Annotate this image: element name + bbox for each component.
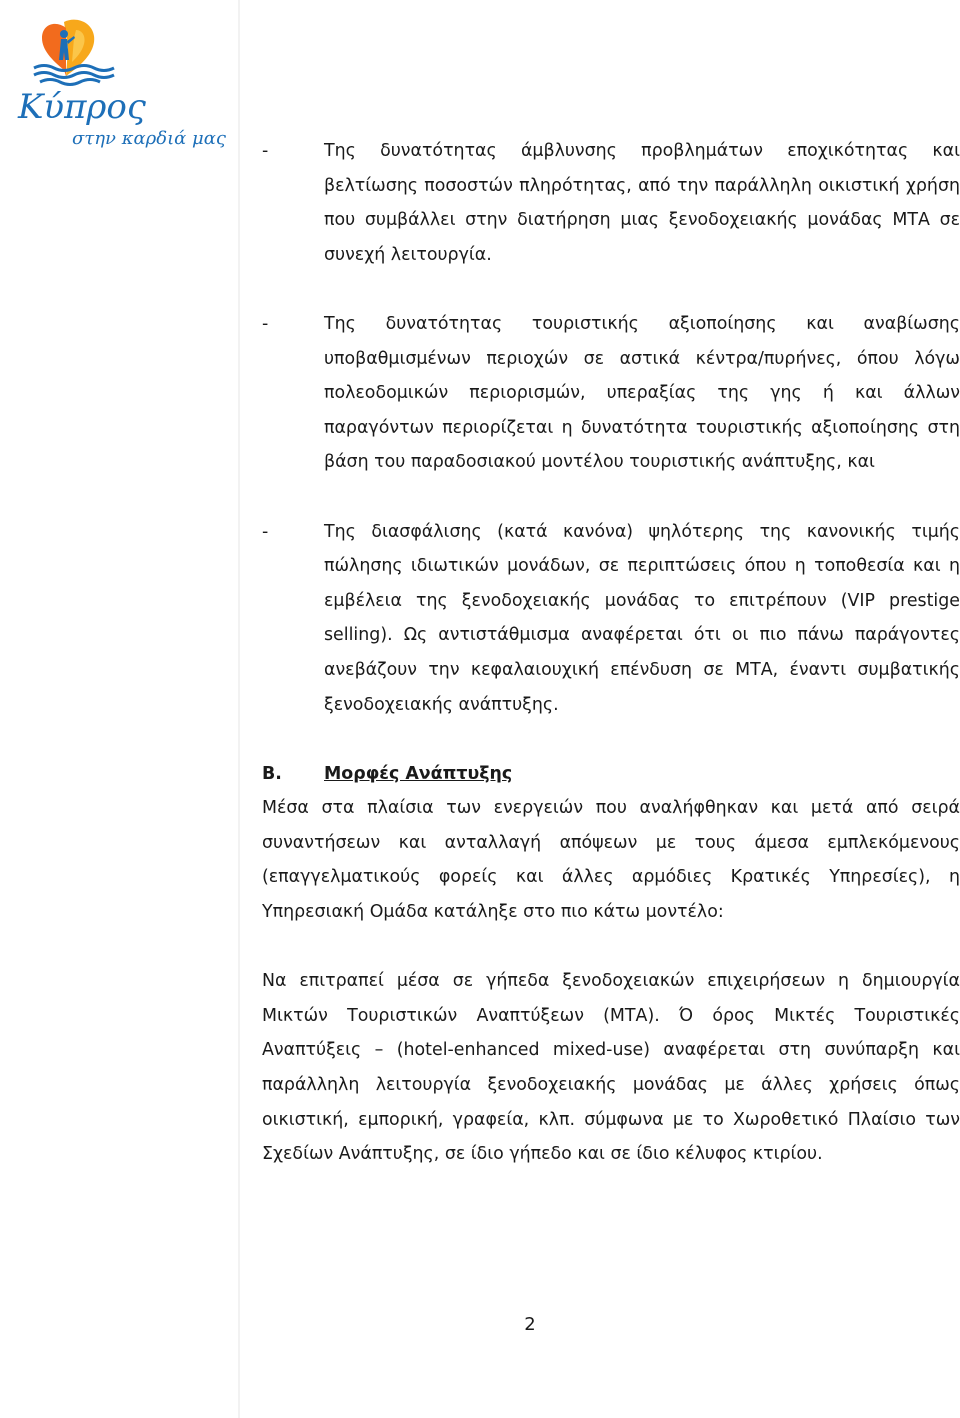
bullet-marker: - [262,141,269,161]
section-title: Μορφές Ανάπτυξης [324,763,513,784]
section-letter: Β. [262,763,282,784]
bullet-item [262,134,960,272]
paragraph: Μέσα στα πλαίσια των ενεργειών που αναλήφθηκαν και μετά από σειρά συναντήσεων και ανταλλαγή απόψεων με τους άμεσα εμπλεκόμενους (επαγγελματικούς φορείς και άλλες αρμόδιες Κρατικές Υπηρεσίες), η Υπηρεσιακή Ομάδα κατάληξε στο πιο κάτω μοντέλο: [262,798,960,923]
section-heading [262,757,960,792]
paragraph: Να επιτραπεί μέσα σε γήπεδα ξενοδοχειακών επιχειρήσεων η δημιουργία Μικτών Τουριστικών Αναπτύξεων (ΜΤΑ). Ό όρος Μικτές Τουριστικές Αναπτύξεις – (hotel-enhanced mixed-use) αναφέρεται στη συνύπαρξη και παράλληλη λειτουργία ξενοδοχειακής μονάδας με άλλες χρήσεις όπως οικιστική, εμπορική, γραφεία, κλπ. σύμφωνα με το Χωροθετικό Πλαίσιο των Σχεδίων Ανάπτυξης, σε ίδιο γήπεδο και σε ίδιο κέλυφος κτιρίου. [262,971,960,1165]
bullet-marker: - [262,521,269,542]
bullet-marker: - [262,313,269,334]
cyprus-logo-graphic [14,18,242,158]
bullet-item [262,515,960,723]
bullet-text: Της διασφάλισης (κατά κανόνα) ψηλότερης της κανονικής τιμής πώλησης ιδιωτικών μονάδων, σε περιπτώσεις όπου η τοποθεσία και η εμβέλεια της ξενοδοχειακής μονάδας το επιτρέπουν (VIP prestige selling). Ως αντιστάθμισμα αναφέρεται ότι οι πιο πάνω παράγοντες ανεβάζουν την κεφαλαιουχική επένδυση σε ΜΤΑ, έναντι συμβατικής ξενοδοχειακής ανάπτυξης. [324,521,960,715]
heart-sun-emblem [34,20,114,85]
page-number: 2 [524,1314,536,1335]
document-body [262,134,960,1206]
logo-tagline-text: στην καρδιά μας [72,128,226,149]
left-margin-strip [0,0,240,1418]
logo-brand-text: Κύπρος [18,87,146,127]
bullet-text: Της δυνατότητας άμβλυνσης προβλημάτων εποχικότητας και βελτίωσης ποσοστών πληρότητας, από την παράλληλη οικιστική χρήση που συμβάλλει στην διατήρηση μιας ξενοδοχειακής μονάδας ΜΤΑ σε συνεχή λειτουργία. [324,141,960,265]
bullet-text: Της δυνατότητας τουριστικής αξιοποίησης και αναβίωσης υποβαθμισμένων περιοχών σε αστικά κέντρα/πυρήνες, όπου λόγω πολεοδομικών περιορισμών, υπεραξίας της γης ή και άλλων παραγόντων περιορίζεται η δυνατότητα τουριστικής αξιοποίησης στη βάση του παραδοσιακού μοντέλου τουριστικής ανάπτυξης, και [324,313,960,473]
cyprus-logo [14,18,242,158]
bullet-item [262,307,960,480]
